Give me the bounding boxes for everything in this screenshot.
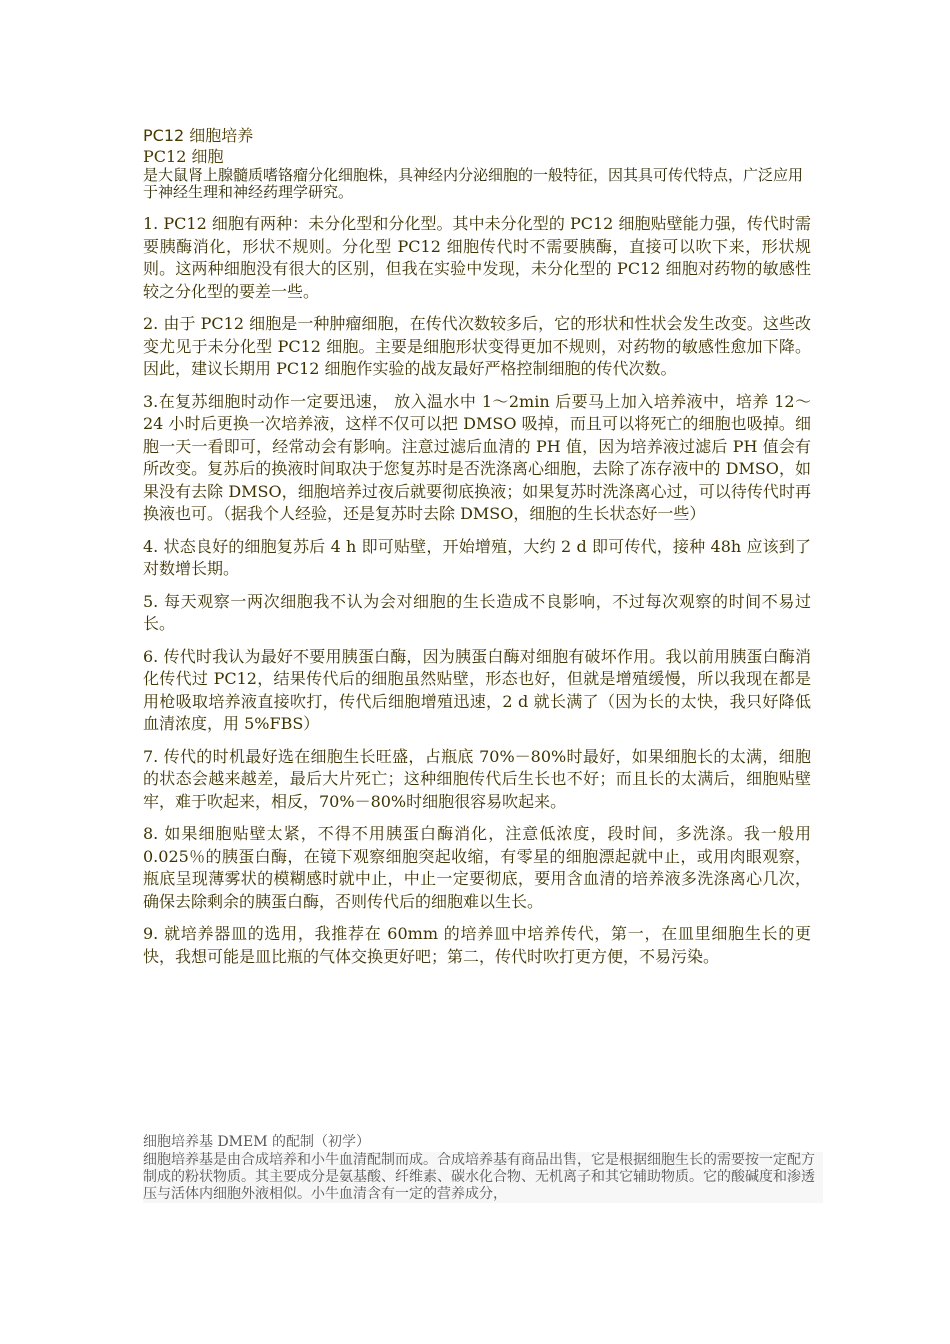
paragraph-3: 3.在复苏细胞时动作一定要迅速， 放入温水中 1～2min 后要马上加入培养液中，培养 12～24 小时后更换一次培养液，这样不仅可以把 DMSO 吸掉，而且可以将死亡的细胞也吸掉。细胞一天一看即可，经常动会有影响。注意过滤后血清的 PH 值，因为培养液过滤后 PH 值会有所改变。复苏后的换液时间取决于您复苏时是否洗涤离心细胞，去除了冻存液中的 DMSO，如果没有去除 DMSO，细胞培养过夜后就要彻底换液；如果复苏时洗涤离心过，可以待传代时再换液也可。（据我个人经验，还是复苏时去除 DMSO，细胞的生长状态好一些） bbox=[143, 391, 811, 523]
paragraph-7: 7. 传代的时机最好选在细胞生长旺盛，占瓶底 70%－80%时最好，如果细胞长的太满，细胞的状态会越来越差，最后大片死亡；这种细胞传代后生长也不好；而且长的太满后，细胞贴壁牢，难于吹起来，相反，70%－80%时细胞很容易吹起来。 bbox=[143, 746, 811, 811]
paragraph-4: 4. 状态良好的细胞复苏后 4 h 即可贴壁，开始增殖，大约 2 d 即可传代，接种 48h 应该到了对数增长期。 bbox=[143, 536, 811, 578]
dmem-section-title: 细胞培养基 DMEM 的配制（初学） bbox=[143, 1134, 371, 1150]
paragraph-5: 5. 每天观察一两次细胞我不认为会对细胞的生长造成不良影响，不过每次观察的时间不易过长。 bbox=[143, 591, 811, 633]
intro-paragraph: 是大鼠肾上腺髓质嗜铬瘤分化细胞株，具神经内分泌细胞的一般特征，因其具可传代特点，广泛应用于神经生理和神经药理学研究。 bbox=[143, 166, 804, 201]
dmem-section-body: 细胞培养基是由合成培养和小牛血清配制而成。合成培养基有商品出售，它是根据细胞生长的需要按一定配方制成的粉状物质。其主要成分是氨基酸、纤维素、碳水化合物、无机离子和其它辅助物质。它的酸碱度和渗透压与活体内细胞外液相似。小牛血清含有一定的营养成分， bbox=[143, 1152, 823, 1203]
document-title: PC12 细胞培养 bbox=[143, 126, 254, 145]
paragraph-2: 2. 由于 PC12 细胞是一种肿瘤细胞，在传代次数较多后，它的形状和性状会发生改变。这些改变尤见于未分化型 PC12 细胞。主要是细胞形状变得更加不规则，对药物的敏感性愈加下降。因此，建议长期用 PC12 细胞作实验的战友最好严格控制细胞的传代次数。 bbox=[143, 314, 811, 378]
document-subtitle: PC12 细胞 bbox=[143, 147, 224, 166]
paragraph-9: 9. 就培养器皿的选用，我推荐在 60mm 的培养皿中培养传代，第一，在皿里细胞生长的更快，我想可能是皿比瓶的气体交换更好吧；第二，传代时吹打更方便，不易污染。 bbox=[143, 924, 811, 966]
document-body bbox=[143, 124, 811, 978]
paragraph-8: 8. 如果细胞贴壁太紧，不得不用胰蛋白酶消化，注意低浓度，段时间，多洗涤。我一般用 0.025％的胰蛋白酶，在镜下观察细胞突起收缩，有零星的细胞漂起就中止，或用肉眼观察，瓶底呈现薄雾状的模糊感时就中止，中止一定要彻底，要用含血清的培养液多洗涤离心几次，确保去除剩余的胰蛋白酶，否则传代后的细胞难以生长。 bbox=[143, 824, 811, 911]
dmem-section bbox=[143, 1133, 823, 1203]
paragraph-1: 1. PC12 细胞有两种：未分化型和分化型。其中未分化型的 PC12 细胞贴壁能力强，传代时需要胰酶消化，形状不规则。分化型 PC12 细胞传代时不需要胰酶，直接可以吹下来，形状规则。这两种细胞没有很大的区别，但我在实验中发现，未分化型的 PC12 细胞对药物的敏感性较之分化型的要差一些。 bbox=[143, 214, 811, 301]
paragraph-6: 6. 传代时我认为最好不要用胰蛋白酶，因为胰蛋白酶对细胞有破坏作用。我以前用胰蛋白酶消化传代过 PC12，结果传代后的细胞虽然贴壁，形态也好，但就是增殖缓慢，所以我现在都是用枪吸取培养液直接吹打，传代后细胞增殖迅速，2 d 就长满了（因为长的太快，我只好降低血清浓度，用 5%FBS） bbox=[143, 646, 811, 733]
